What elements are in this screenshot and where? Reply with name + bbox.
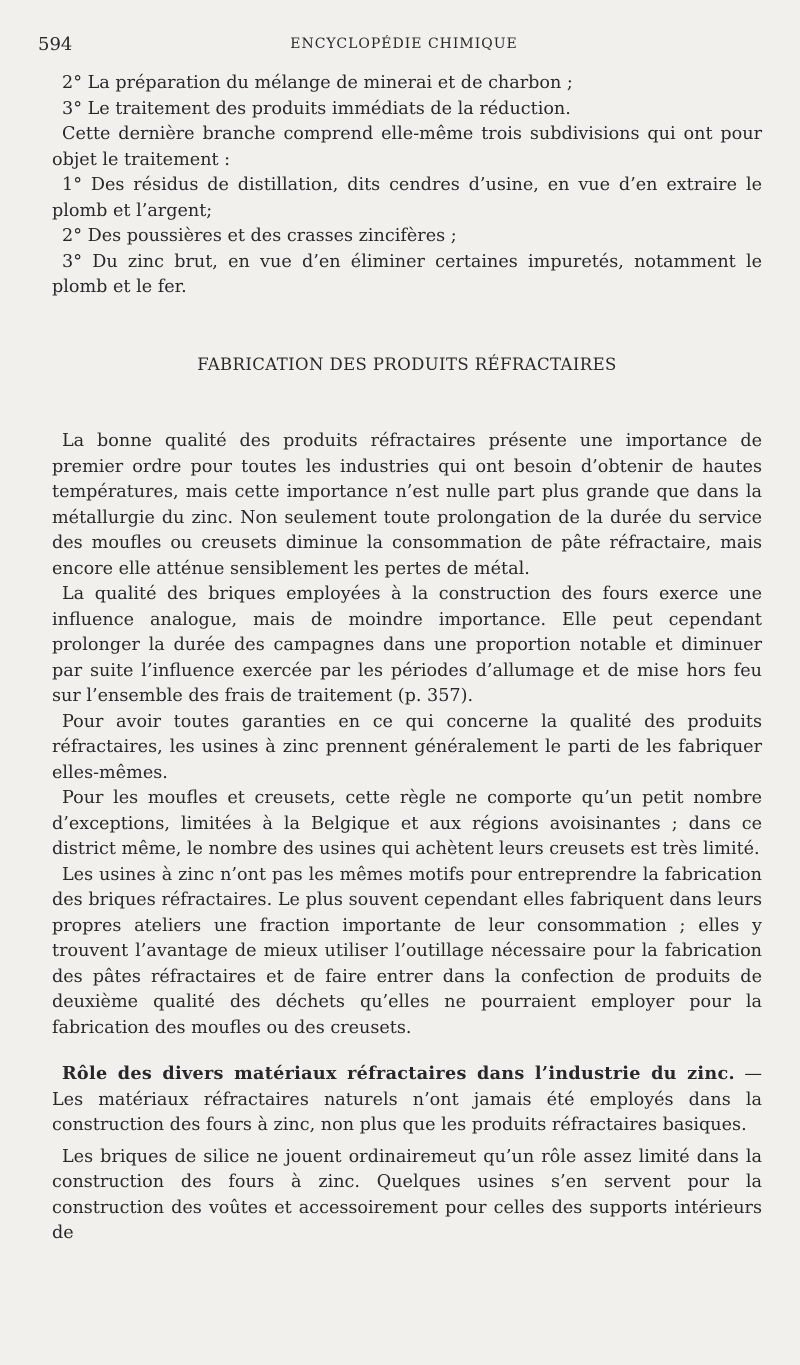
paragraph: La qualité des briques employées à la construction des fours exerce une influence analogue, mais de moindre importance. Elle peut cependant prolonger la durée des campagnes dans une proportion notable et diminuer par suite l’influence exercée par les périodes d’allumage et de mise hors feu sur l’ensemble des frais de traitement (p. 357). xyxy=(52,584,762,706)
paragraph: La bonne qualité des produits réfractaires présente une importance de premier ordre pour toutes les industries qui ont besoin d’obtenir de hautes températures, mais cette importance n’est nulle part plus grande que dans la métallurgie du zinc. Non seulement toute prolongation de la durée du service des moufles ou creusets diminue la consommation de pâte réfractaire, mais encore elle atténue sensiblement les pertes de métal. xyxy=(52,431,762,579)
subsection-heading: Rôle des divers matériaux réfractaires dans l’industrie du zinc. xyxy=(62,1063,735,1084)
list-item: 3° Du zinc brut, en vue d’en éliminer certaines impuretés, notamment le plomb et le fer. xyxy=(52,251,762,297)
section-heading: FABRICATION DES PRODUITS RÉFRACTAIRES xyxy=(197,354,617,374)
page-body xyxy=(52,71,762,1247)
running-title: ENCYCLOPÉDIE CHIMIQUE xyxy=(290,36,518,52)
list-item: 3° Le traitement des produits immédiats de la réduction. xyxy=(62,98,571,119)
subsection-text: — Les matériaux réfractaires naturels n’ont jamais été employés dans la construction des fours à zinc, non plus que les produits réfractaires basiques. xyxy=(52,1064,762,1135)
list-item: 2° La préparation du mélange de minerai et de charbon ; xyxy=(62,73,573,93)
subsection-paragraph xyxy=(52,1061,762,1139)
paragraph: Les usines à zinc n’ont pas les mêmes motifs pour entreprendre la fabrication des briques réfractaires. Le plus souvent cependant elles fabriquent dans leurs propres ateliers une fraction importante de leur consommation ; elles y trouvent l’avantage de mieux utiliser l’outillage nécessaire pour la fabrication des pâtes réfractaires et de faire entrer dans la confection de produits de deuxième qualité des déchets qu’elles ne pourraient employer pour la fabrication des moufles ou des creusets. xyxy=(52,864,762,1038)
list-item: 2° Des poussières et des crasses zincifères ; xyxy=(62,226,457,246)
paragraph: Pour les moufles et creusets, cette règle ne comporte qu’un petit nombre d’exceptions, limitées à la Belgique et aux régions avoisinantes ; dans ce district même, le nombre des usines qui achètent leurs creusets est très limité. xyxy=(52,788,762,859)
paragraph: Pour avoir toutes garanties en ce qui concerne la qualité des produits réfractaires, les usines à zinc prennent généralement le parti de les fabriquer elles-mêmes. xyxy=(52,711,762,783)
paragraph: Cette dernière branche comprend elle-même trois subdivisions qui ont pour objet le traitement : xyxy=(52,124,762,170)
page-header xyxy=(38,34,770,58)
list-item: 1° Des résidus de distillation, dits cendres d’usine, en vue d’en extraire le plomb et l’argent; xyxy=(52,175,762,221)
paragraph: Les briques de silice ne jouent ordinairemeut qu’un rôle assez limité dans la construction des fours à zinc. Quelques usines s’en servent pour la construction des voûtes et accessoirement pour celles des supports intérieurs de xyxy=(52,1146,762,1243)
page-number: 594 xyxy=(38,34,73,55)
